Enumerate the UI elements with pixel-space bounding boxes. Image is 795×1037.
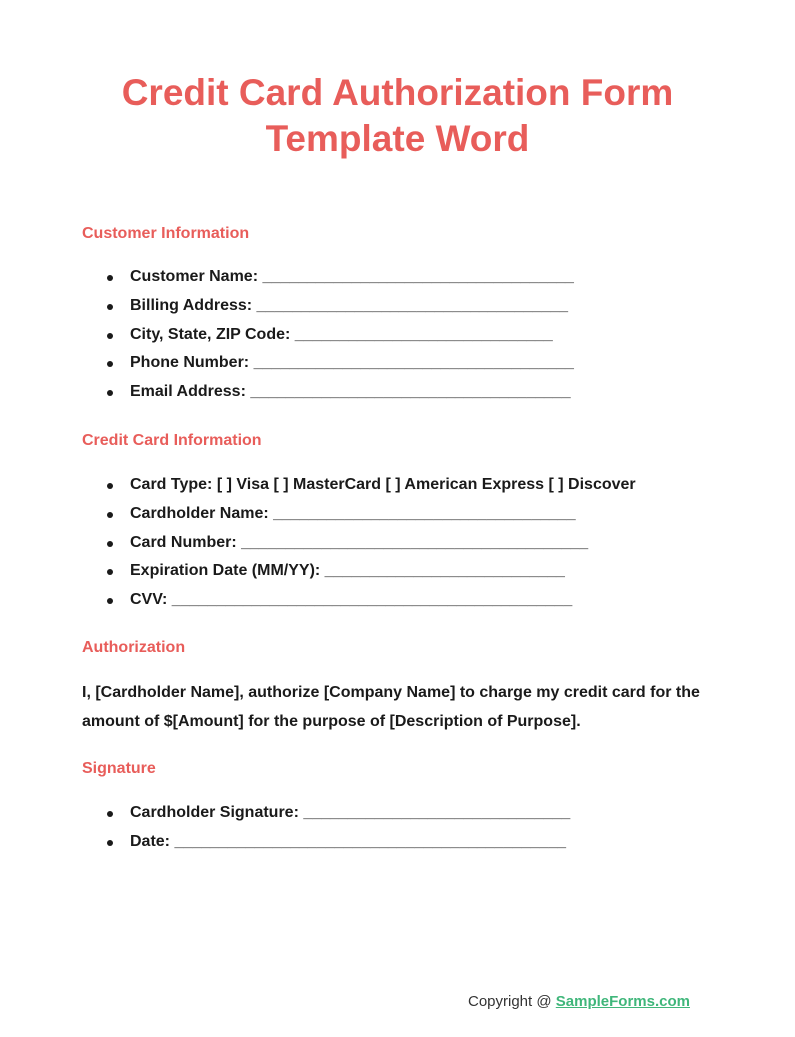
authorization-text: I, [Cardholder Name], authorize [Company Name] to charge my credit card for the amount of $[Amount] for the purpose of [Description of Purpose]. — [82, 684, 700, 730]
billing-address-field[interactable]: Billing Address: ___________________________________ — [104, 292, 574, 321]
customer-information-heading: Customer Information — [82, 225, 250, 242]
copyright-text: Copyright @ — [468, 993, 556, 1010]
title-line-2: Template Word — [265, 118, 530, 159]
cardholder-signature-field[interactable]: Cardholder Signature: ______________________________ — [104, 799, 570, 828]
signature-list — [104, 799, 570, 857]
expiration-date-field[interactable]: Expiration Date (MM/YY): ___________________________ — [104, 557, 636, 586]
cardholder-name-field[interactable]: Cardholder Name: __________________________________ — [104, 500, 636, 529]
email-address-field[interactable]: Email Address: ____________________________________ — [104, 378, 574, 407]
phone-number-field[interactable]: Phone Number: ____________________________________ — [104, 349, 574, 378]
credit-card-information-heading: Credit Card Information — [82, 432, 262, 449]
cvv-field[interactable]: CVV: _____________________________________________ — [104, 586, 636, 615]
title-line-1: Credit Card Authorization Form — [121, 72, 674, 113]
signature-heading: Signature — [82, 760, 156, 777]
date-field[interactable]: Date: ____________________________________________ — [104, 828, 570, 857]
credit-card-information-list — [104, 471, 636, 615]
customer-name-field[interactable]: Customer Name: ___________________________________ — [104, 263, 574, 292]
city-state-zip-field[interactable]: City, State, ZIP Code: _____________________________ — [104, 321, 574, 350]
customer-information-list — [104, 263, 574, 407]
card-number-field[interactable]: Card Number: _______________________________________ — [104, 529, 636, 558]
sampleforms-link[interactable]: SampleForms.com — [555, 993, 690, 1010]
card-type-field[interactable]: Card Type: [ ] Visa [ ] MasterCard [ ] American Express [ ] Discover — [104, 471, 636, 500]
page-title — [0, 70, 795, 162]
footer-copyright — [468, 993, 690, 1010]
authorization-heading: Authorization — [82, 639, 186, 656]
